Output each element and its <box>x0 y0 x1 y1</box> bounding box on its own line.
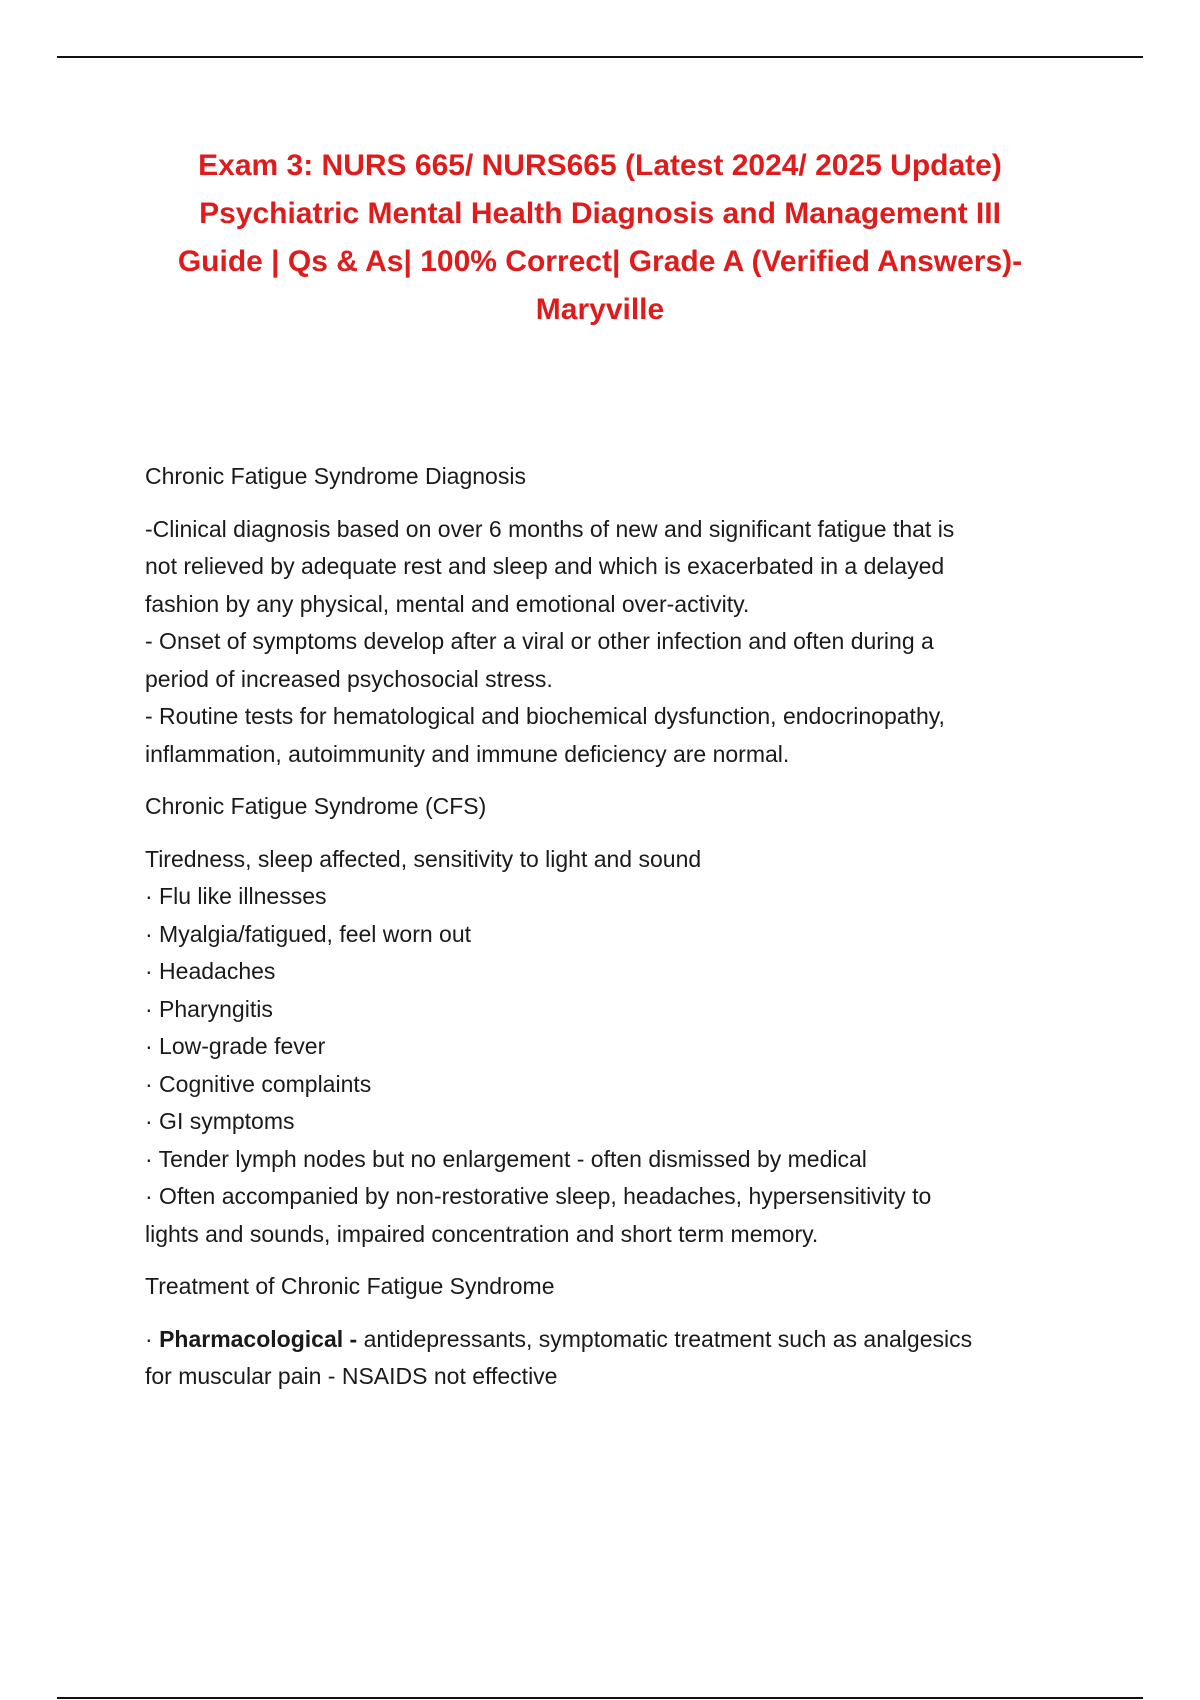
document-title <box>100 142 1100 334</box>
title-line-4: Maryville <box>535 293 665 326</box>
list-item <box>145 1321 1065 1359</box>
list-item: lights and sounds, impaired concentration and short term memory. <box>145 1220 819 1247</box>
text-line: - Routine tests for hematological and biochemical dysfunction, endocrinopathy, <box>145 703 945 729</box>
text-line: -Clinical diagnosis based on over 6 months of new and significant fatigue that is <box>145 515 955 542</box>
text-line: fashion by any physical, mental and emotional over-activity. <box>145 590 750 617</box>
text-line: inflammation, autoimmunity and immune deficiency are normal. <box>145 740 790 767</box>
document-body <box>145 458 1065 1411</box>
bottom-rule <box>57 1697 1143 1699</box>
text-line: - Onset of symptoms develop after a viral or other infection and often during a <box>145 628 934 654</box>
title-line-3: Guide | Qs & As| 100% Correct| Grade A (Verified Answers)- <box>177 245 1023 278</box>
top-rule <box>57 56 1143 58</box>
list-item: · Flu like illnesses <box>145 883 327 909</box>
section-heading-cfs-treatment: Treatment of Chronic Fatigue Syndrome <box>145 1273 555 1299</box>
section-heading-cfs-diagnosis: Chronic Fatigue Syndrome Diagnosis <box>145 463 526 489</box>
symptoms-intro: Tiredness, sleep affected, sensitivity to light and sound <box>145 845 702 872</box>
cfs-treatment-list <box>145 1321 1065 1396</box>
title-line-2: Psychiatric Mental Health Diagnosis and Management III <box>199 197 1001 230</box>
list-item-continuation: for muscular pain - NSAIDS not effective <box>145 1363 558 1389</box>
list-item: · Myalgia/fatigued, feel worn out <box>145 920 472 947</box>
section-heading-cfs: Chronic Fatigue Syndrome (CFS) <box>145 793 487 819</box>
cfs-symptoms-list <box>145 841 1065 1254</box>
list-item: · Low-grade fever <box>145 1033 326 1059</box>
text-line: not relieved by adequate rest and sleep and which is exacerbated in a delayed <box>145 553 945 579</box>
bullet-marker: · <box>145 1325 160 1352</box>
bullet-text: antidepressants, symptomatic treatment such as analgesics <box>357 1325 973 1352</box>
cfs-diagnosis-paragraph <box>145 511 1065 774</box>
list-item: · GI symptoms <box>145 1108 295 1134</box>
list-item: · Often accompanied by non-restorative sleep, headaches, hypersensitivity to <box>145 1183 932 1209</box>
text-line: period of increased psychosocial stress. <box>145 665 553 692</box>
list-item: · Headaches <box>145 958 276 984</box>
list-item: · Pharyngitis <box>145 995 273 1022</box>
bold-label: Pharmacological - <box>159 1325 358 1352</box>
list-item: · Tender lymph nodes but no enlargement - often dismissed by medical <box>145 1145 867 1172</box>
title-line-1: Exam 3: NURS 665/ NURS665 (Latest 2024/ 2025 Update) <box>198 149 1002 182</box>
list-item: · Cognitive complaints <box>145 1070 372 1097</box>
